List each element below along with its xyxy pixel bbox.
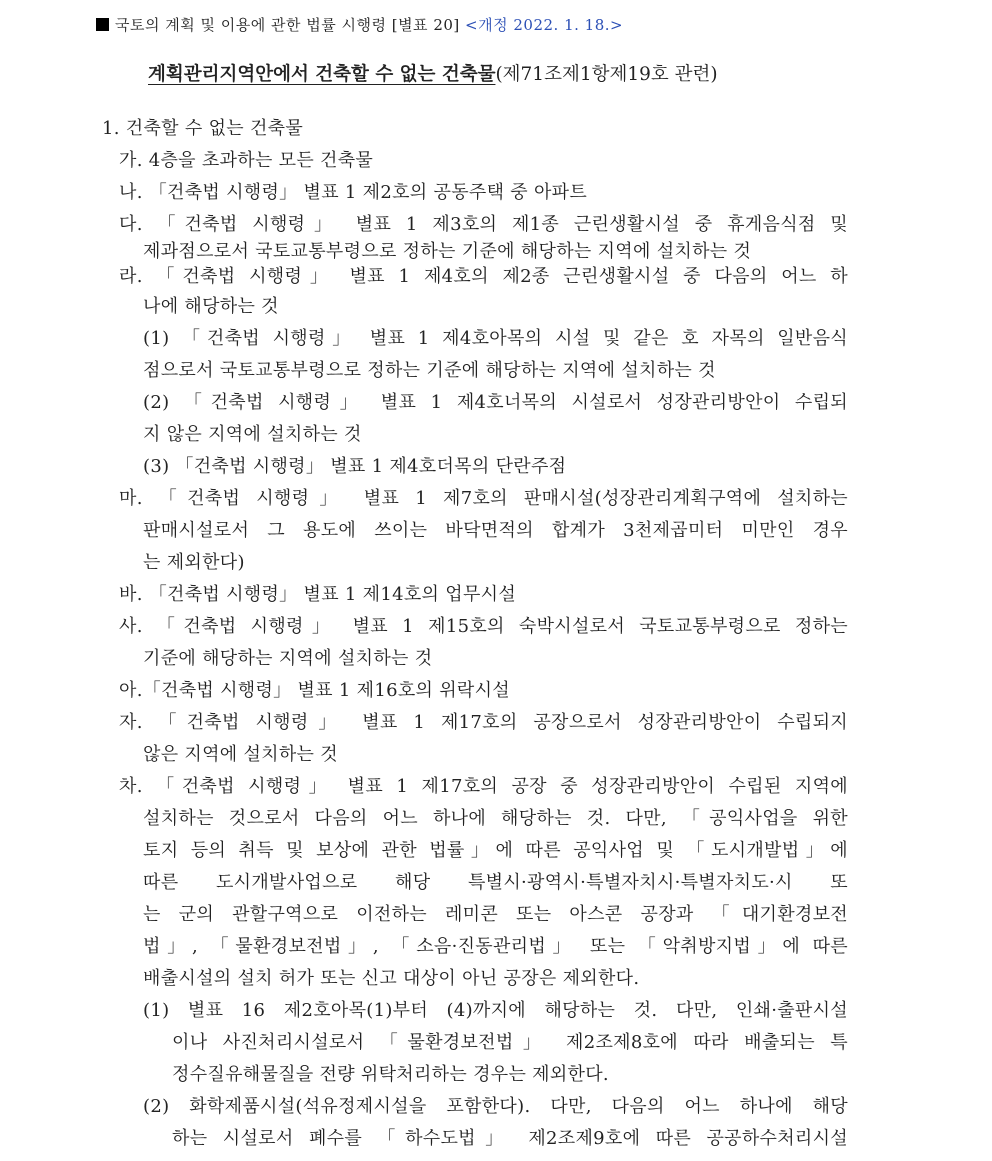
item-cha-cont1: 설치하는 것으로서 다음의 어느 하나에 해당하는 것. 다만, 「공익사업을 위한 <box>143 808 848 829</box>
item-ra-3: (3) 「건축법 시행령」 별표 1 제4호더목의 단란주점 <box>143 456 567 477</box>
item-cha-2: (2) 화학제품시설(석유정제시설을 포함한다). 다만, 다음의 어느 하나에 해당 <box>143 1096 848 1117</box>
title-main: 계획관리지역안에서 건축할 수 없는 건축물 <box>148 64 496 85</box>
item-ma-cont: 판매시설로서 그 용도에 쓰이는 바닥면적의 합계가 3천제곱미터 미만인 경우 <box>143 520 848 541</box>
item-ma: 마. 「건축법 시행령」 별표 1 제7호의 판매시설(성장관리계획구역에 설치하는 <box>119 488 848 509</box>
document-title <box>148 60 718 86</box>
item-ra-1-cont: 점으로서 국토교통부령으로 정하는 기준에 해당하는 지역에 설치하는 것 <box>143 360 716 381</box>
black-square-icon <box>96 18 109 31</box>
item-cha-1: (1) 별표 16 제2호아목(1)부터 (4)까지에 해당하는 것. 다만, 인쇄·출판시설 <box>143 1000 848 1021</box>
item-da: 다. 「건축법 시행령」 별표 1 제3호의 제1종 근린생활시설 중 휴게음식점 및 <box>119 214 848 235</box>
item-ga: 가. 4층을 초과하는 모든 건축물 <box>119 150 374 171</box>
item-cha-cont6: 배출시설의 설치 허가 또는 신고 대상이 아닌 공장은 제외한다. <box>143 968 640 989</box>
amendment-link[interactable]: <개정 2022. 1. 18.> <box>465 16 624 34</box>
item-cha-cont4: 는 군의 관할구역으로 이전하는 레미콘 또는 아스콘 공장과 「대기환경보전 <box>143 904 848 925</box>
item-ra-cont: 나에 해당하는 것 <box>143 296 279 317</box>
item-cha-2-cont: 하는 시설로서 폐수를 「하수도법」 제2조제9호에 따른 공공하수처리시설 <box>172 1128 848 1149</box>
item-da-cont: 제과점으로서 국토교통부령으로 정하는 기준에 해당하는 지역에 설치하는 것 <box>143 241 752 262</box>
item-ra-2: (2) 「건축법 시행령」 별표 1 제4호너목의 시설로서 성장관리방안이 수립되 <box>143 392 848 413</box>
item-a: 아.「건축법 시행령」 별표 1 제16호의 위락시설 <box>119 680 510 701</box>
item-ja: 자. 「건축법 시행령」 별표 1 제17호의 공장으로서 성장관리방안이 수립되지 <box>119 712 848 733</box>
item-cha: 차. 「건축법 시행령」 별표 1 제17호의 공장 중 성장관리방안이 수립된 지역에 <box>119 776 848 797</box>
section-heading: 1. 건축할 수 없는 건축물 <box>102 118 304 139</box>
law-reference: 국토의 계획 및 이용에 관한 법률 시행령 [별표 20] <box>115 16 460 34</box>
item-na: 나. 「건축법 시행령」 별표 1 제2호의 공동주택 중 아파트 <box>119 182 588 203</box>
item-ma-cont2: 는 제외한다) <box>143 552 245 573</box>
item-sa: 사. 「건축법 시행령」 별표 1 제15호의 숙박시설로서 국토교통부령으로 정하는 <box>119 616 848 637</box>
item-ra-2-cont: 지 않은 지역에 설치하는 것 <box>143 424 362 445</box>
item-sa-cont: 기준에 해당하는 지역에 설치하는 것 <box>143 648 433 669</box>
item-ra: 라. 「건축법 시행령」 별표 1 제4호의 제2종 근린생활시설 중 다음의 어느 하 <box>119 266 848 287</box>
document-header <box>96 14 623 35</box>
item-ja-cont: 않은 지역에 설치하는 것 <box>143 744 338 765</box>
title-reference: (제71조제1항제19호 관련) <box>495 64 718 85</box>
item-cha-cont2: 토지 등의 취득 및 보상에 관한 법률」에 따른 공익사업 및 「도시개발법」에 <box>143 840 848 861</box>
item-cha-cont3: 따른 도시개발사업으로 해당 특별시·광역시·특별자치시·특별자치도·시 또 <box>143 872 848 893</box>
item-cha-1-cont2: 정수질유해물질을 전량 위탁처리하는 경우는 제외한다. <box>172 1064 609 1085</box>
item-cha-1-cont: 이나 사진처리시설로서 「물환경보전법」 제2조제8호에 따라 배출되는 특 <box>172 1032 848 1053</box>
item-cha-cont5: 법」, 「물환경보전법」, 「소음·진동관리법」 또는 「악취방지법」에 따른 <box>143 936 848 957</box>
item-ra-1: (1) 「건축법 시행령」 별표 1 제4호아목의 시설 및 같은 호 자목의 일반음식 <box>143 328 848 349</box>
item-ba: 바. 「건축법 시행령」 별표 1 제14호의 업무시설 <box>119 584 517 605</box>
